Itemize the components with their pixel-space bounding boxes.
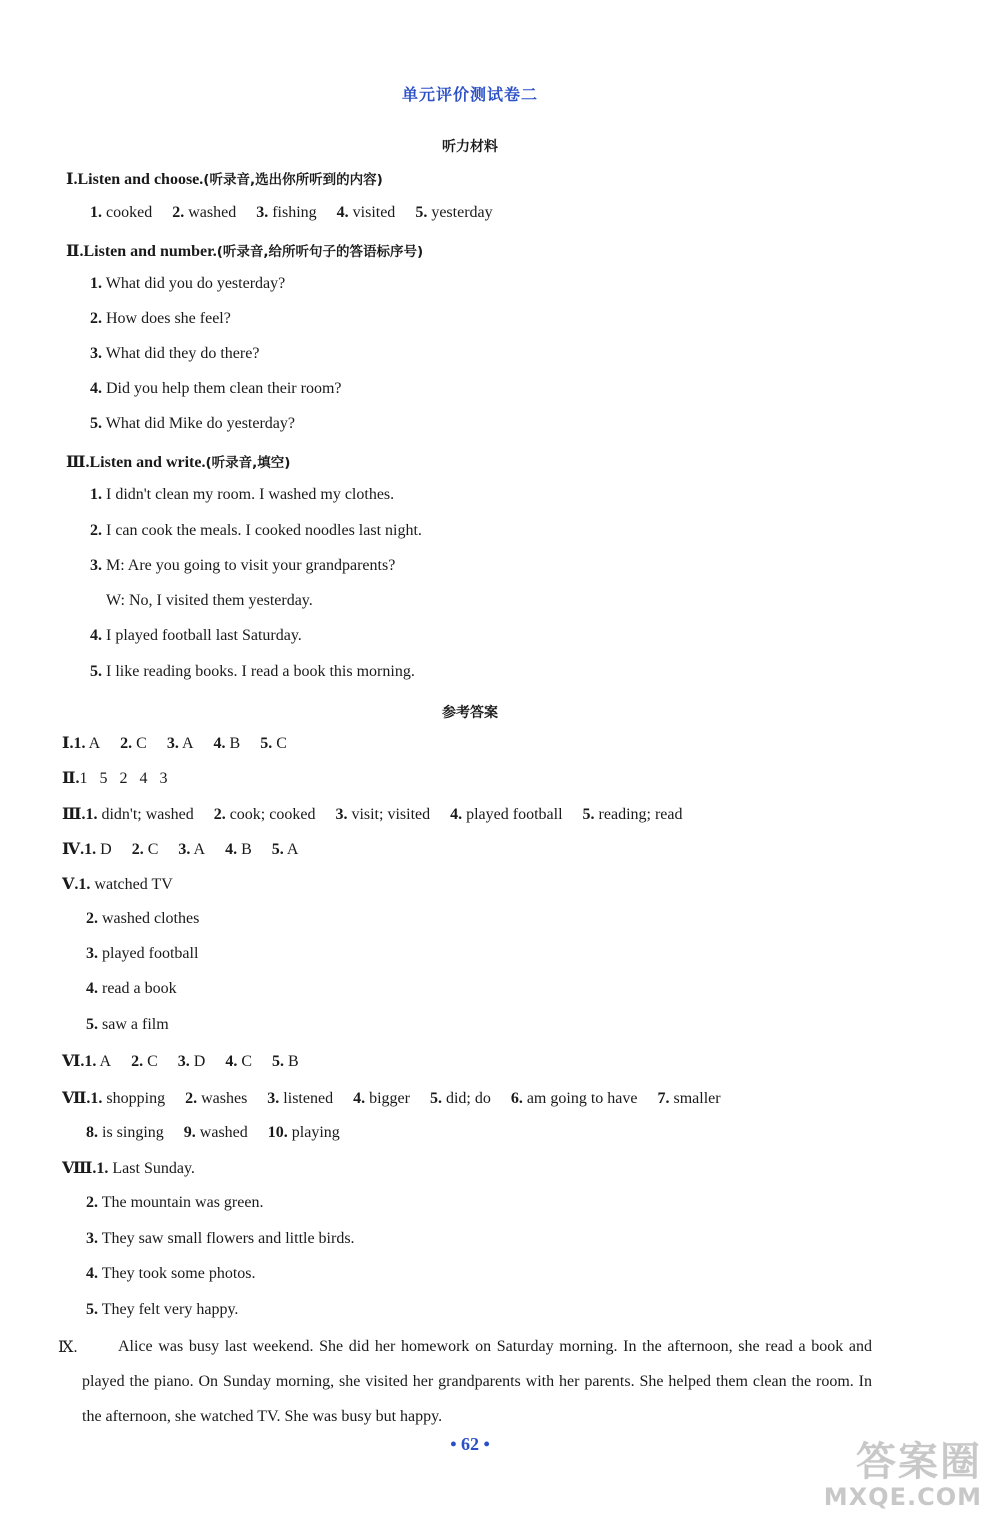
answer-section-4: Ⅳ.1. D 2. C 3. A 4. B 5. A (62, 841, 299, 858)
answer-section-9-num: Ⅸ. (58, 1339, 78, 1356)
list-item: 2. The mountain was green. (86, 1194, 264, 1211)
list-item: 5. They felt very happy. (86, 1301, 239, 1318)
list-item: 4. I played football last Saturday. (90, 627, 302, 644)
list-item: 3. played football (86, 945, 199, 962)
listening-section-1-items: 1. cooked 2. washed 3. fishing 4. visited 5. yesterday (90, 204, 493, 221)
answer-section-2: Ⅱ.1 5 2 4 3 (62, 770, 168, 787)
list-item: 4. Did you help them clean their room? (90, 380, 342, 397)
list-item: 2. washed clothes (86, 910, 200, 927)
answer-section-7-row-2: 8. is singing 9. washed 10. playing (86, 1124, 340, 1141)
watermark-logo: 答案圈 (856, 1439, 982, 1485)
list-item: 1. What did you do yesterday? (90, 275, 286, 292)
listening-section-2-header: Ⅱ.Listen and number.(听录音,给所听句子的答语标序号) (66, 243, 424, 260)
answer-section-8: Ⅷ.1. Last Sunday. (62, 1160, 195, 1177)
list-item: 5. What did Mike do yesterday? (90, 415, 295, 432)
bullet-dot-icon: • (483, 1434, 490, 1454)
bullet-dot-icon: • (450, 1434, 457, 1454)
answer-section-5: Ⅴ.1. watched TV (62, 876, 173, 893)
list-item: 5. saw a film (86, 1016, 169, 1033)
listening-section-3-header: Ⅲ.Listen and write.(听录音,填空) (66, 454, 291, 471)
list-item: 1. I didn't clean my room. I washed my clothes. (90, 486, 395, 503)
listening-section-1-header: Ⅰ.Listen and choose.(听录音,选出你所听到的内容) (66, 171, 383, 188)
answer-section-1: Ⅰ.1. A 2. C 3. A 4. B 5. C (62, 735, 287, 752)
list-item: 4. read a book (86, 980, 177, 997)
list-item: 4. They took some photos. (86, 1265, 256, 1282)
page-title: 单元评价测试卷二 (401, 85, 538, 104)
listening-heading: 听力材料 (442, 139, 498, 155)
list-item: 2. I can cook the meals. I cooked noodles last night. (90, 522, 422, 539)
answer-section-9-passage: Alice was busy last weekend. She did her homework on Saturday morning. In the afternoon, she read a book and played the piano. On Sunday morning, she visited her grandparents with her parents. She helped them clean the room. In the afternoon, she watched TV. She was busy but happy. (82, 1338, 872, 1425)
answer-section-3: Ⅲ.1. didn't; washed 2. cook; cooked 3. visit; visited 4. played football 5. reading; read (62, 806, 683, 823)
answer-section-6: Ⅵ.1. A 2. C 3. D 4. C 5. B (62, 1053, 299, 1070)
watermark-url: MXQE.COM (823, 1483, 982, 1511)
list-item: 3. M: Are you going to visit your grandparents? (90, 557, 396, 574)
answer-section-7-row-1: Ⅶ.1. shopping 2. washes 3. listened 4. bigger 5. did; do 6. am going to have 7. smaller (62, 1090, 721, 1107)
watermark (772, 1440, 982, 1510)
list-item: 3. They saw small flowers and little birds. (86, 1230, 355, 1247)
answers-heading: 参考答案 (442, 705, 498, 721)
list-item: 2. How does she feel? (90, 310, 231, 327)
page-number: • 62 • (450, 1434, 490, 1454)
list-item: 3. What did they do there? (90, 345, 260, 362)
list-item: 5. I like reading books. I read a book this morning. (90, 663, 415, 680)
list-item: W: No, I visited them yesterday. (106, 592, 313, 609)
